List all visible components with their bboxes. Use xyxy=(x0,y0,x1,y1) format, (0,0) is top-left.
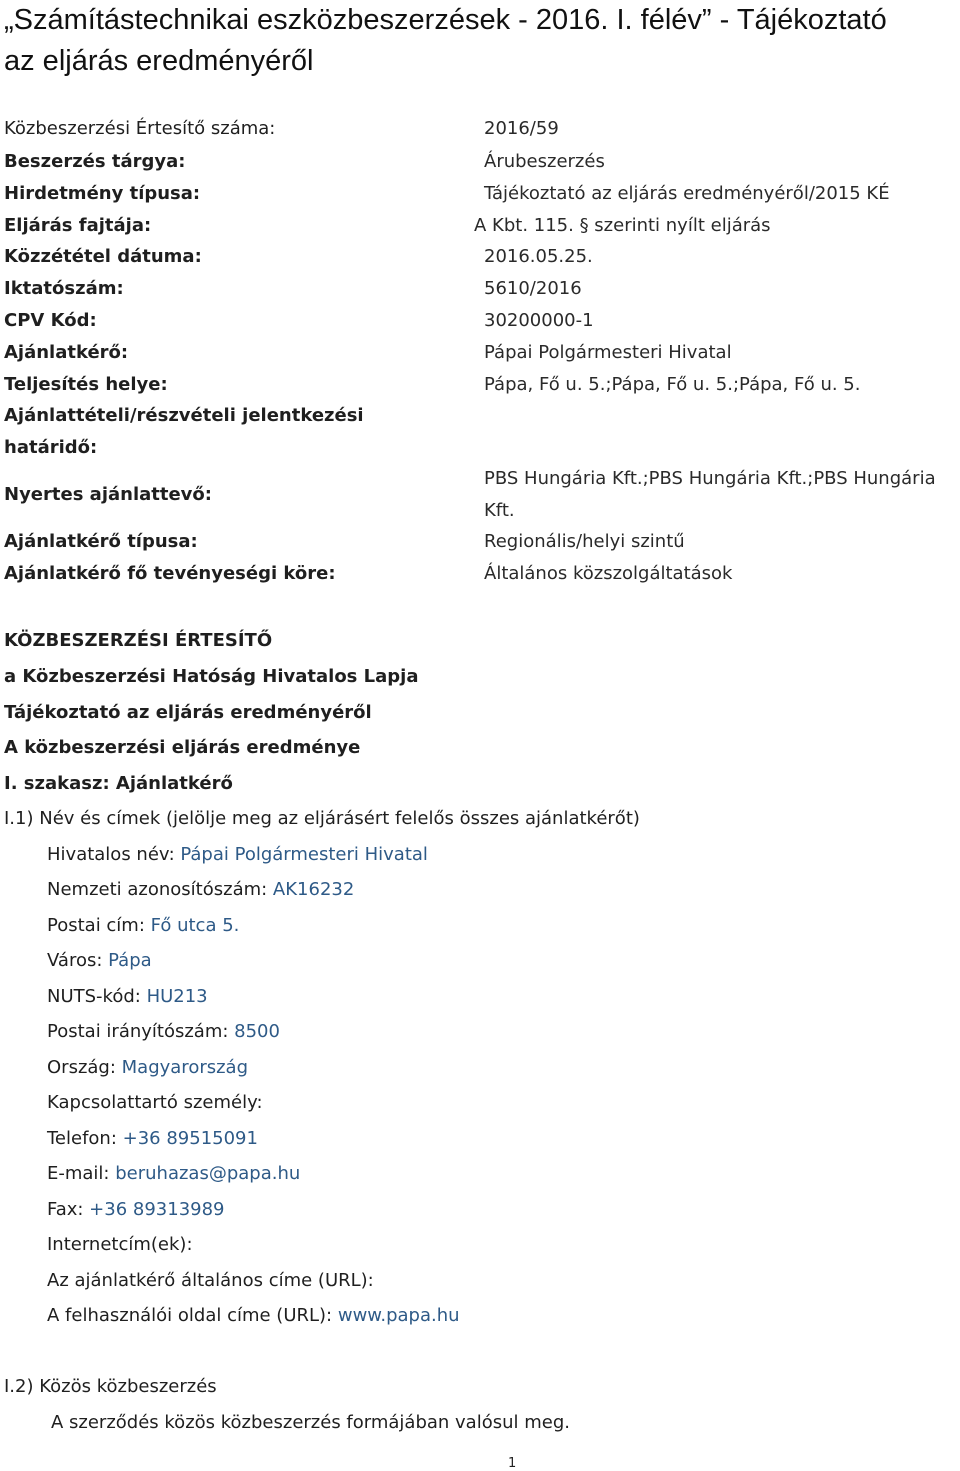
field-label: Nemzeti azonosítószám: xyxy=(47,879,273,900)
field-label: E-mail: xyxy=(47,1163,116,1184)
field-label: Kapcsolattartó személy: xyxy=(47,1092,263,1113)
meta-value: PBS Hungária Kft.;PBS Hungária Kft.;PBS Hungária xyxy=(484,468,936,489)
joint-procurement-text: A szerződés közös közbeszerzés formájában valósul meg. xyxy=(51,1412,570,1433)
notice-heading-2: a Közbeszerzési Hatóság Hivatalos Lapja xyxy=(4,666,419,687)
field-value: +36 89313989 xyxy=(89,1199,225,1220)
field-nuts-code xyxy=(47,986,208,1007)
field-label: Város: xyxy=(47,950,109,971)
title-line-2: az eljárás eredményéről xyxy=(4,45,314,77)
meta-label: CPV Kód: xyxy=(4,310,97,331)
field-label: Internetcím(ek): xyxy=(47,1234,193,1255)
document-title xyxy=(4,0,959,82)
meta-label: Eljárás fajtája: xyxy=(4,215,152,236)
section-1-heading: I. szakasz: Ajánlatkérő xyxy=(4,773,233,794)
meta-value: 2016/59 xyxy=(484,118,559,139)
meta-label: határidő: xyxy=(4,437,98,458)
field-value: 8500 xyxy=(234,1021,280,1042)
meta-label: Beszerzés tárgya: xyxy=(4,151,186,172)
field-label: NUTS-kód: xyxy=(47,986,147,1007)
field-value: Magyarország xyxy=(121,1057,249,1078)
meta-value: Kft. xyxy=(484,500,515,521)
meta-label: Iktatószám: xyxy=(4,278,124,299)
field-buyer-profile-url xyxy=(47,1305,460,1326)
meta-label: Ajánlattételi/részvételi jelentkezési xyxy=(4,405,364,426)
email-link[interactable]: beruhazas@papa.hu xyxy=(115,1163,301,1184)
field-label: Postai irányítószám: xyxy=(47,1021,235,1042)
notice-heading-3: Tájékoztató az eljárás eredményéről xyxy=(4,702,372,723)
field-country xyxy=(47,1057,248,1078)
meta-value: 2016.05.25. xyxy=(484,246,593,267)
field-label: Postai cím: xyxy=(47,915,151,936)
title-line-1: „Számítástechnikai eszközbeszerzések - 2016. I. félév” - Tájékoztató xyxy=(4,4,887,36)
notice-heading-1: KÖZBESZERZÉSI ÉRTESÍTŐ xyxy=(4,630,273,651)
meta-value: 5610/2016 xyxy=(484,278,582,299)
field-value: +36 89515091 xyxy=(122,1128,258,1149)
meta-label: Hirdetmény típusa: xyxy=(4,183,201,204)
notice-heading-4: A közbeszerzési eljárás eredménye xyxy=(4,737,361,758)
field-internet-addresses xyxy=(47,1234,193,1255)
field-label: Ország: xyxy=(47,1057,122,1078)
meta-value: Általános közszolgáltatások xyxy=(484,563,733,584)
field-fax xyxy=(47,1199,225,1220)
field-value: Pápai Polgármesteri Hivatal xyxy=(180,844,428,865)
meta-value: Tájékoztató az eljárás eredményéről/2015 KÉ xyxy=(484,183,890,204)
meta-value: A Kbt. 115. § szerinti nyílt eljárás xyxy=(474,215,771,236)
meta-label: Nyertes ajánlattevő: xyxy=(4,484,212,505)
meta-label: Ajánlatkérő: xyxy=(4,342,129,363)
field-national-id xyxy=(47,879,354,900)
page-number: 1 xyxy=(508,1456,517,1471)
field-label: Az ajánlatkérő általános címe (URL): xyxy=(47,1270,374,1291)
field-value: Pápa xyxy=(108,950,152,971)
subsection-1-2: I.2) Közös közbeszerzés xyxy=(4,1376,217,1397)
field-label: Telefon: xyxy=(47,1128,123,1149)
field-value: HU213 xyxy=(146,986,208,1007)
meta-label: Teljesítés helye: xyxy=(4,374,168,395)
field-label: Hivatalos név: xyxy=(47,844,181,865)
meta-value: Pápai Polgármesteri Hivatal xyxy=(484,342,732,363)
meta-value: Árubeszerzés xyxy=(484,151,605,172)
meta-value: Regionális/helyi szintű xyxy=(484,531,685,552)
field-phone xyxy=(47,1128,258,1149)
subsection-1-1: I.1) Név és címek (jelölje meg az eljárásért felelős összes ajánlatkérőt) xyxy=(4,808,640,829)
website-link[interactable]: www.papa.hu xyxy=(337,1305,460,1326)
meta-label: Ajánlatkérő fő tevényeségi köre: xyxy=(4,563,336,584)
meta-label: Közzététel dátuma: xyxy=(4,246,202,267)
meta-label: Ajánlatkérő típusa: xyxy=(4,531,198,552)
field-label: A felhasználói oldal címe (URL): xyxy=(47,1305,338,1326)
field-official-name xyxy=(47,844,428,865)
field-postal-code xyxy=(47,1021,280,1042)
field-city xyxy=(47,950,152,971)
meta-value: Pápa, Fő u. 5.;Pápa, Fő u. 5.;Pápa, Fő u. 5. xyxy=(484,374,861,395)
field-email xyxy=(47,1163,300,1184)
meta-label: Közbeszerzési Értesítő száma: xyxy=(4,118,276,139)
field-general-url xyxy=(47,1270,374,1291)
field-value: Fő utca 5. xyxy=(150,915,240,936)
meta-value: 30200000-1 xyxy=(484,310,594,331)
field-postal-address xyxy=(47,915,239,936)
field-label: Fax: xyxy=(47,1199,90,1220)
field-value: AK16232 xyxy=(272,879,355,900)
field-contact-person xyxy=(47,1092,263,1113)
